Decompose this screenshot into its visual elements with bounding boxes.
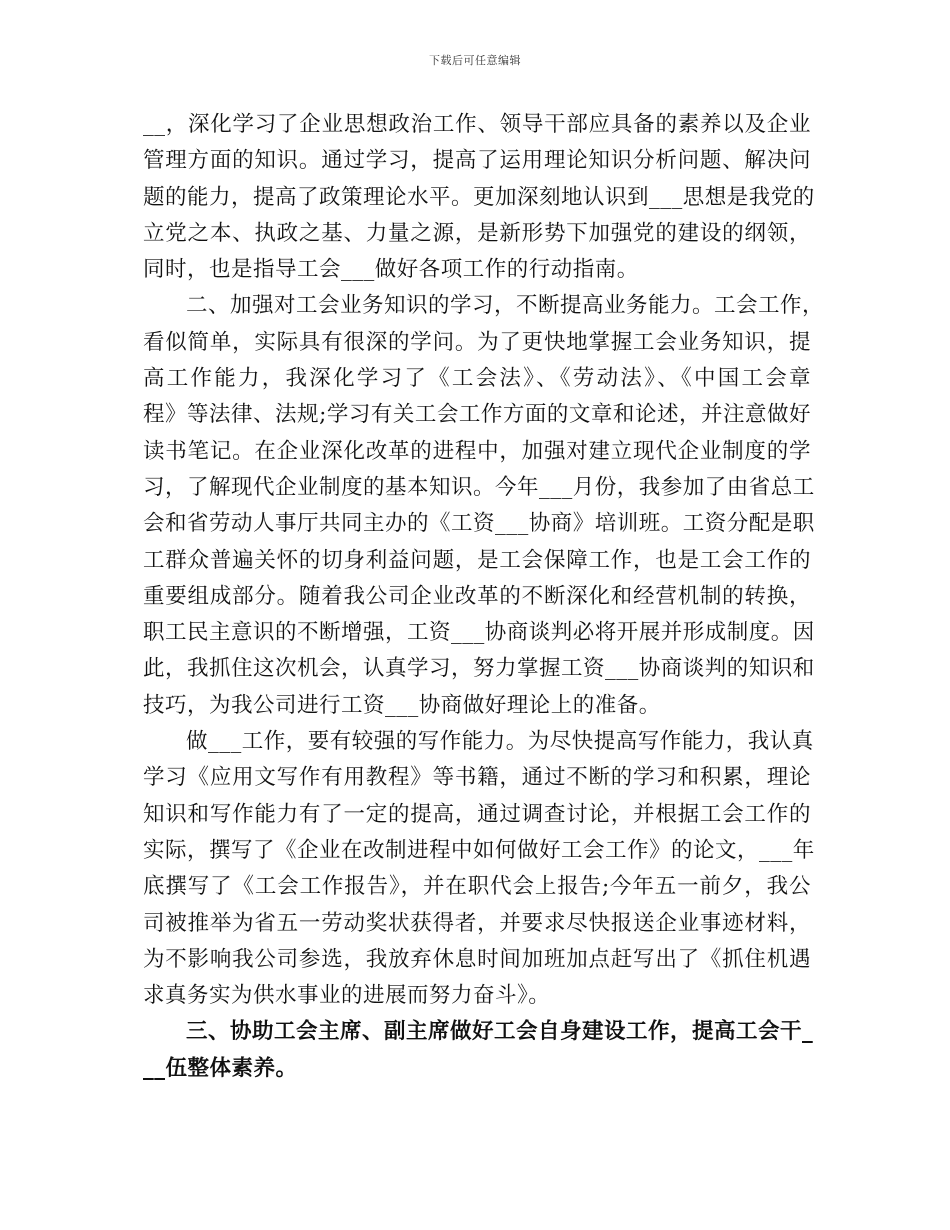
text-line: 看似简单，实际具有很深的学问。为了更快地掌握工会业务知识，提: [143, 329, 811, 355]
text-line: 习，了解现代企业制度的基本知识。今年___月份，我参加了由省总工: [143, 474, 815, 500]
text-line: 知识和写作能力有了一定的提高，通过调查讨论，并根据工会工作的: [143, 801, 811, 827]
paragraph-3: [143, 724, 815, 1014]
text-line: 实际，撰写了《企业在改制进程中如何做好工会工作》的论文，___年: [143, 837, 815, 863]
paragraph-2: [143, 288, 825, 724]
text-line: 工群众普遍关怀的切身利益问题，是工会保障工作，也是工会工作的: [143, 547, 811, 573]
text-line: 立党之本、执政之基、力量之源，是新形势下加强党的建设的纲领，: [143, 220, 811, 246]
text-line: 为不影响我公司参选，我放弃休息时间加班加点赶写出了《抓住机遇: [143, 946, 811, 972]
text-line: 做___工作，要有较强的写作能力。为尽快提高写作能力，我认真: [186, 729, 814, 755]
text-line: __，深化学习了企业思想政治工作、领导干部应具备的素养以及企业: [143, 112, 811, 137]
text-line: 司被推举为省五一劳动奖状获得者，并要求尽快报送企业事迹材料，: [143, 910, 811, 936]
text-line: 高工作能力，我深化学习了《工会法》、《劳动法》、《中国工会章: [143, 366, 811, 392]
text-line: 求真务实为供水事业的进展而努力奋斗》。: [143, 983, 551, 1009]
text-line: 读书笔记。在企业深化改革的进程中，加强对建立现代企业制度的学: [143, 438, 811, 464]
section-heading-line: 三、协助工会主席、副主席做好工会自身建设工作，提高工会干_: [186, 1019, 814, 1045]
document-body: [143, 107, 825, 1087]
text-line: 此，我抓住这次机会，认真学习，努力掌握工资___协商谈判的知识和: [143, 656, 815, 682]
page-header: 下载后可任意编辑: [429, 54, 521, 67]
text-line: 题的能力，提高了政策理论水平。更加深刻地认识到___思想是我党的: [143, 184, 815, 210]
text-line: 职工民主意识的不断增强，工资___协商谈判必将开展并形成制度。因: [143, 620, 815, 646]
paragraph-1: [143, 107, 815, 288]
text-line: 底撰写了《工会工作报告》，并在职代会上报告;今年五一前夕，我公: [143, 874, 811, 900]
text-line: 学习《应用文写作有用教程》等书籍，通过不断的学习和积累，理论: [143, 765, 811, 791]
text-line: 二、加强对工会业务知识的学习，不断提高业务能力。工会工作，: [186, 293, 825, 319]
text-line: 会和省劳动人事厅共同主办的《工资___协商》培训班。工资分配是职: [143, 511, 815, 537]
text-line: 管理方面的知识。通过学习，提高了运用理论知识分析问题、解决问: [143, 148, 811, 174]
text-line: 程》等法律、法规;学习有关工会工作方面的文章和论述，并注意做好: [143, 402, 811, 428]
text-line: 重要组成部分。随着我公司企业改革的不断深化和经营机制的转换，: [143, 583, 811, 609]
text-line: 技巧，为我公司进行工资___协商做好理论上的准备。: [143, 692, 661, 718]
paragraph-4-heading: [143, 1014, 814, 1087]
section-heading-line: __伍整体素养。: [143, 1055, 298, 1081]
text-line: 同时，也是指导工会___做好各项工作的行动指南。: [143, 257, 639, 283]
